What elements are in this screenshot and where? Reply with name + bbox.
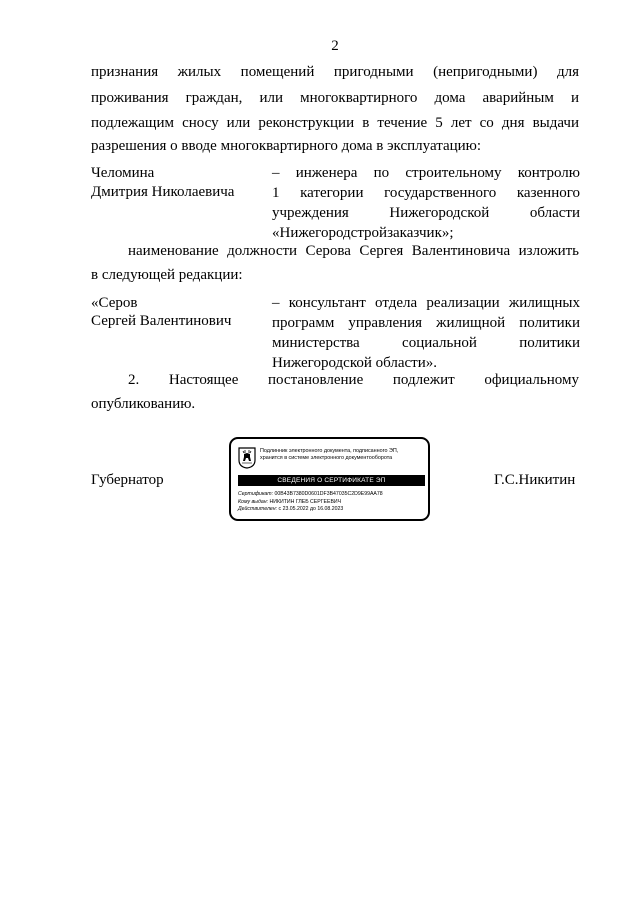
member-1-name: Дмитрия Николаевича	[91, 184, 235, 200]
member-1-position-line-3: учреждения Нижегородской области	[272, 205, 580, 221]
stamp-notice	[260, 448, 428, 462]
stamp-details	[238, 491, 383, 514]
intro-line-2: проживания граждан, или многоквартирного дома аварийным и	[91, 90, 579, 106]
stamp-valid-row	[238, 506, 383, 514]
stamp-notice-line-2: хранится в системе электронного документооборота	[260, 455, 393, 461]
stamp-issued-to-value: НИКИТИН ГЛЕБ СЕРГЕЕВИЧ	[269, 498, 342, 505]
clause-2-line-1: 2. Настоящее постановление подлежит официальному	[128, 372, 579, 388]
stamp-certificate-row	[238, 491, 383, 499]
stamp-valid-value: с 23.05.2022 до 16.08.2023	[278, 506, 344, 512]
member-1-position-line-2: 1 категории государственного казенного	[272, 185, 580, 201]
electronic-signature-stamp	[229, 437, 430, 521]
member-2-surname: «Серов	[91, 295, 138, 311]
member-2-position-line-2: программ управления жилищной политики	[272, 315, 580, 331]
stamp-issued-to-row	[238, 499, 383, 507]
signature-title: Губернатор	[91, 472, 164, 488]
stamp-certificate-label: Сертификат:	[238, 491, 274, 497]
intro-line-1: признания жилых помещений пригодными (непригодными) для	[91, 64, 579, 80]
page-number: 2	[331, 38, 339, 54]
stamp-certificate-value: 00B43B7380D0601DF3B47035C2D9E99AA78	[274, 491, 383, 497]
stamp-header: СВЕДЕНИЯ О СЕРТИФИКАТЕ ЭП	[238, 475, 425, 486]
clause-2-line-2: опубликованию.	[91, 396, 196, 412]
member-2-position	[272, 293, 580, 373]
intro-line-3: подлежащим сносу или реконструкции в течение 5 лет со дня выдачи	[91, 115, 579, 131]
member-1-surname: Челомина	[91, 165, 155, 181]
nizhny-novgorod-deer-emblem-icon	[238, 447, 256, 469]
member-2-position-line-4: Нижегородской области».	[272, 355, 438, 371]
stamp-issued-to-label: Кому выдан:	[238, 498, 269, 505]
member-1-position-line-1: – инженера по строительному контролю	[272, 165, 580, 181]
member-2-position-line-1: – консультант отдела реализации жилищных	[272, 295, 580, 311]
member-2-name: Сергей Валентинович	[91, 313, 232, 329]
member-1-position	[272, 163, 580, 243]
member-1-position-line-4: «Нижегородстройзаказчик»;	[272, 225, 454, 241]
signature-name: Г.С.Никитин	[494, 472, 576, 488]
stamp-valid-label: Действителен:	[238, 506, 278, 512]
intro-line-4: разрешения о вводе многоквартирного дома в эксплуатацию:	[91, 138, 482, 154]
stamp-notice-line-1: Подлинник электронного документа, подписанного ЭП,	[260, 448, 399, 454]
change-line-2: в следующей редакции:	[91, 267, 243, 283]
member-2-position-line-3: министерства социальной политики	[272, 335, 580, 351]
change-line-1: наименование должности Серова Сергея Валентиновича изложить	[128, 243, 579, 259]
